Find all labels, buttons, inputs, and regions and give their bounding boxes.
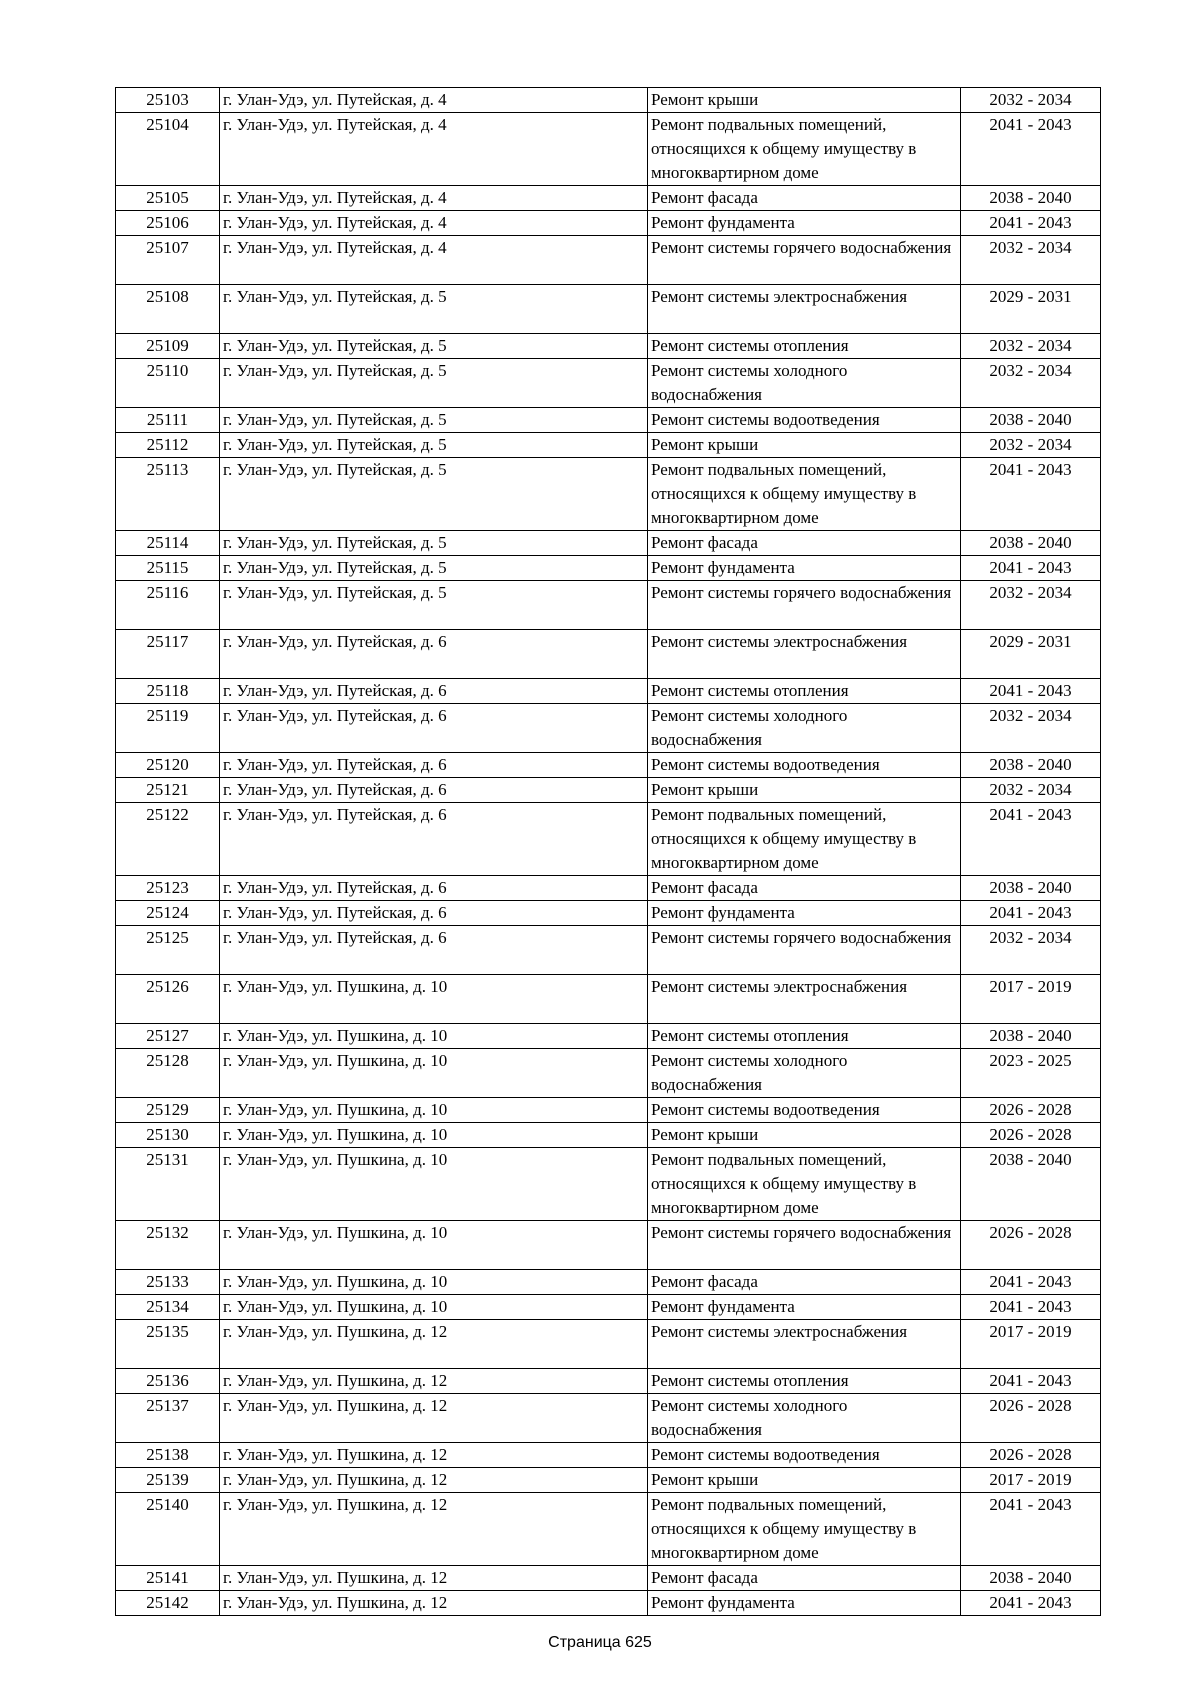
address-cell: г. Улан-Удэ, ул. Путейская, д. 5 xyxy=(220,581,648,630)
row-number-cell: 25105 xyxy=(116,186,220,211)
table-row xyxy=(116,1024,1101,1049)
table-row xyxy=(116,803,1101,876)
work-type-cell: Ремонт подвальных помещений, относящихся к общему имуществу в многоквартирном доме xyxy=(648,803,961,876)
address-cell: г. Улан-Удэ, ул. Путейская, д. 6 xyxy=(220,753,648,778)
period-cell: 2026 - 2028 xyxy=(961,1123,1101,1148)
period-cell: 2032 - 2034 xyxy=(961,359,1101,408)
table-row xyxy=(116,359,1101,408)
table-row xyxy=(116,1443,1101,1468)
row-number-cell: 25116 xyxy=(116,581,220,630)
work-type-cell: Ремонт системы отопления xyxy=(648,679,961,704)
period-cell: 2026 - 2028 xyxy=(961,1098,1101,1123)
table-row xyxy=(116,1049,1101,1098)
row-number-cell: 25103 xyxy=(116,88,220,113)
work-type-cell: Ремонт системы водоотведения xyxy=(648,1098,961,1123)
address-cell: г. Улан-Удэ, ул. Пушкина, д. 12 xyxy=(220,1493,648,1566)
table-row xyxy=(116,1098,1101,1123)
address-cell: г. Улан-Удэ, ул. Путейская, д. 6 xyxy=(220,901,648,926)
row-number-cell: 25118 xyxy=(116,679,220,704)
address-cell: г. Улан-Удэ, ул. Пушкина, д. 12 xyxy=(220,1394,648,1443)
address-cell: г. Улан-Удэ, ул. Путейская, д. 5 xyxy=(220,433,648,458)
table-row xyxy=(116,1221,1101,1270)
row-number-cell: 25119 xyxy=(116,704,220,753)
address-cell: г. Улан-Удэ, ул. Путейская, д. 4 xyxy=(220,186,648,211)
work-type-cell: Ремонт фасада xyxy=(648,186,961,211)
table-row xyxy=(116,975,1101,1024)
row-number-cell: 25104 xyxy=(116,113,220,186)
work-type-cell: Ремонт системы горячего водоснабжения xyxy=(648,236,961,285)
period-cell: 2041 - 2043 xyxy=(961,1493,1101,1566)
work-type-cell: Ремонт системы отопления xyxy=(648,334,961,359)
period-cell: 2023 - 2025 xyxy=(961,1049,1101,1098)
table-row xyxy=(116,679,1101,704)
period-cell: 2038 - 2040 xyxy=(961,753,1101,778)
row-number-cell: 25112 xyxy=(116,433,220,458)
row-number-cell: 25129 xyxy=(116,1098,220,1123)
table-row xyxy=(116,1270,1101,1295)
row-number-cell: 25107 xyxy=(116,236,220,285)
period-cell: 2032 - 2034 xyxy=(961,926,1101,975)
work-type-cell: Ремонт фасада xyxy=(648,1270,961,1295)
period-cell: 2041 - 2043 xyxy=(961,458,1101,531)
period-cell: 2041 - 2043 xyxy=(961,901,1101,926)
table-row xyxy=(116,630,1101,679)
address-cell: г. Улан-Удэ, ул. Пушкина, д. 10 xyxy=(220,1049,648,1098)
period-cell: 2026 - 2028 xyxy=(961,1443,1101,1468)
row-number-cell: 25126 xyxy=(116,975,220,1024)
period-cell: 2032 - 2034 xyxy=(961,778,1101,803)
address-cell: г. Улан-Удэ, ул. Пушкина, д. 10 xyxy=(220,1221,648,1270)
period-cell: 2026 - 2028 xyxy=(961,1221,1101,1270)
period-cell: 2041 - 2043 xyxy=(961,556,1101,581)
table-row xyxy=(116,556,1101,581)
row-number-cell: 25114 xyxy=(116,531,220,556)
table-row xyxy=(116,433,1101,458)
work-type-cell: Ремонт фундамента xyxy=(648,901,961,926)
work-type-cell: Ремонт системы холодного водоснабжения xyxy=(648,1394,961,1443)
table-row xyxy=(116,1591,1101,1616)
work-type-cell: Ремонт системы отопления xyxy=(648,1369,961,1394)
period-cell: 2032 - 2034 xyxy=(961,433,1101,458)
row-number-cell: 25124 xyxy=(116,901,220,926)
address-cell: г. Улан-Удэ, ул. Путейская, д. 6 xyxy=(220,778,648,803)
row-number-cell: 25134 xyxy=(116,1295,220,1320)
work-type-cell: Ремонт системы электроснабжения xyxy=(648,975,961,1024)
work-type-cell: Ремонт системы горячего водоснабжения xyxy=(648,581,961,630)
table-row xyxy=(116,926,1101,975)
period-cell: 2041 - 2043 xyxy=(961,1270,1101,1295)
row-number-cell: 25130 xyxy=(116,1123,220,1148)
row-number-cell: 25141 xyxy=(116,1566,220,1591)
address-cell: г. Улан-Удэ, ул. Путейская, д. 5 xyxy=(220,285,648,334)
work-type-cell: Ремонт крыши xyxy=(648,433,961,458)
table-row xyxy=(116,285,1101,334)
row-number-cell: 25140 xyxy=(116,1493,220,1566)
row-number-cell: 25109 xyxy=(116,334,220,359)
table-row xyxy=(116,1493,1101,1566)
work-type-cell: Ремонт системы водоотведения xyxy=(648,753,961,778)
table-row xyxy=(116,1369,1101,1394)
period-cell: 2038 - 2040 xyxy=(961,1148,1101,1221)
period-cell: 2041 - 2043 xyxy=(961,1369,1101,1394)
row-number-cell: 25138 xyxy=(116,1443,220,1468)
work-type-cell: Ремонт системы холодного водоснабжения xyxy=(648,359,961,408)
work-type-cell: Ремонт фасада xyxy=(648,876,961,901)
address-cell: г. Улан-Удэ, ул. Путейская, д. 4 xyxy=(220,236,648,285)
period-cell: 2038 - 2040 xyxy=(961,1024,1101,1049)
address-cell: г. Улан-Удэ, ул. Путейская, д. 5 xyxy=(220,359,648,408)
period-cell: 2032 - 2034 xyxy=(961,236,1101,285)
address-cell: г. Улан-Удэ, ул. Пушкина, д. 12 xyxy=(220,1468,648,1493)
work-type-cell: Ремонт системы горячего водоснабжения xyxy=(648,1221,961,1270)
address-cell: г. Улан-Удэ, ул. Пушкина, д. 10 xyxy=(220,1295,648,1320)
table-row xyxy=(116,236,1101,285)
period-cell: 2041 - 2043 xyxy=(961,211,1101,236)
table-row xyxy=(116,1566,1101,1591)
work-type-cell: Ремонт подвальных помещений, относящихся к общему имуществу в многоквартирном доме xyxy=(648,458,961,531)
address-cell: г. Улан-Удэ, ул. Путейская, д. 5 xyxy=(220,458,648,531)
row-number-cell: 25135 xyxy=(116,1320,220,1369)
row-number-cell: 25122 xyxy=(116,803,220,876)
work-type-cell: Ремонт системы электроснабжения xyxy=(648,1320,961,1369)
row-number-cell: 25113 xyxy=(116,458,220,531)
table-row xyxy=(116,1123,1101,1148)
work-type-cell: Ремонт крыши xyxy=(648,1123,961,1148)
work-type-cell: Ремонт системы холодного водоснабжения xyxy=(648,1049,961,1098)
work-type-cell: Ремонт системы водоотведения xyxy=(648,1443,961,1468)
table-row xyxy=(116,1295,1101,1320)
address-cell: г. Улан-Удэ, ул. Путейская, д. 6 xyxy=(220,876,648,901)
address-cell: г. Улан-Удэ, ул. Путейская, д. 5 xyxy=(220,334,648,359)
table-row xyxy=(116,1468,1101,1493)
work-type-cell: Ремонт фундамента xyxy=(648,556,961,581)
row-number-cell: 25111 xyxy=(116,408,220,433)
period-cell: 2026 - 2028 xyxy=(961,1394,1101,1443)
table-row xyxy=(116,458,1101,531)
row-number-cell: 25106 xyxy=(116,211,220,236)
period-cell: 2032 - 2034 xyxy=(961,581,1101,630)
row-number-cell: 25108 xyxy=(116,285,220,334)
address-cell: г. Улан-Удэ, ул. Пушкина, д. 12 xyxy=(220,1566,648,1591)
address-cell: г. Улан-Удэ, ул. Путейская, д. 4 xyxy=(220,88,648,113)
period-cell: 2038 - 2040 xyxy=(961,876,1101,901)
table-row xyxy=(116,186,1101,211)
address-cell: г. Улан-Удэ, ул. Путейская, д. 5 xyxy=(220,556,648,581)
period-cell: 2017 - 2019 xyxy=(961,1320,1101,1369)
table-row xyxy=(116,876,1101,901)
table-row xyxy=(116,408,1101,433)
row-number-cell: 25139 xyxy=(116,1468,220,1493)
table-body xyxy=(116,88,1101,1616)
table-row xyxy=(116,211,1101,236)
table-row xyxy=(116,581,1101,630)
work-type-cell: Ремонт системы электроснабжения xyxy=(648,630,961,679)
period-cell: 2029 - 2031 xyxy=(961,630,1101,679)
row-number-cell: 25123 xyxy=(116,876,220,901)
work-type-cell: Ремонт системы водоотведения xyxy=(648,408,961,433)
address-cell: г. Улан-Удэ, ул. Пушкина, д. 10 xyxy=(220,1270,648,1295)
address-cell: г. Улан-Удэ, ул. Пушкина, д. 12 xyxy=(220,1369,648,1394)
address-cell: г. Улан-Удэ, ул. Пушкина, д. 12 xyxy=(220,1591,648,1616)
row-number-cell: 25127 xyxy=(116,1024,220,1049)
work-type-cell: Ремонт системы электроснабжения xyxy=(648,285,961,334)
work-type-cell: Ремонт фасада xyxy=(648,1566,961,1591)
repair-schedule-table xyxy=(115,87,1101,1616)
period-cell: 2038 - 2040 xyxy=(961,186,1101,211)
period-cell: 2041 - 2043 xyxy=(961,1591,1101,1616)
table-row xyxy=(116,1394,1101,1443)
period-cell: 2038 - 2040 xyxy=(961,1566,1101,1591)
page-number: Страница 625 xyxy=(548,1634,652,1651)
row-number-cell: 25117 xyxy=(116,630,220,679)
table-row xyxy=(116,113,1101,186)
row-number-cell: 25142 xyxy=(116,1591,220,1616)
table-row xyxy=(116,1148,1101,1221)
row-number-cell: 25131 xyxy=(116,1148,220,1221)
row-number-cell: 25136 xyxy=(116,1369,220,1394)
row-number-cell: 25137 xyxy=(116,1394,220,1443)
table-row xyxy=(116,531,1101,556)
row-number-cell: 25115 xyxy=(116,556,220,581)
address-cell: г. Улан-Удэ, ул. Путейская, д. 4 xyxy=(220,211,648,236)
address-cell: г. Улан-Удэ, ул. Пушкина, д. 10 xyxy=(220,975,648,1024)
period-cell: 2032 - 2034 xyxy=(961,704,1101,753)
period-cell: 2041 - 2043 xyxy=(961,113,1101,186)
work-type-cell: Ремонт подвальных помещений, относящихся к общему имуществу в многоквартирном доме xyxy=(648,1493,961,1566)
row-number-cell: 25132 xyxy=(116,1221,220,1270)
table-row xyxy=(116,704,1101,753)
work-type-cell: Ремонт фундамента xyxy=(648,1295,961,1320)
table-row xyxy=(116,901,1101,926)
row-number-cell: 25121 xyxy=(116,778,220,803)
work-type-cell: Ремонт фундамента xyxy=(648,1591,961,1616)
address-cell: г. Улан-Удэ, ул. Путейская, д. 5 xyxy=(220,531,648,556)
row-number-cell: 25125 xyxy=(116,926,220,975)
address-cell: г. Улан-Удэ, ул. Пушкина, д. 10 xyxy=(220,1024,648,1049)
work-type-cell: Ремонт фасада xyxy=(648,531,961,556)
table-row xyxy=(116,334,1101,359)
work-type-cell: Ремонт крыши xyxy=(648,778,961,803)
work-type-cell: Ремонт фундамента xyxy=(648,211,961,236)
period-cell: 2041 - 2043 xyxy=(961,1295,1101,1320)
period-cell: 2017 - 2019 xyxy=(961,1468,1101,1493)
address-cell: г. Улан-Удэ, ул. Путейская, д. 6 xyxy=(220,630,648,679)
period-cell: 2041 - 2043 xyxy=(961,803,1101,876)
period-cell: 2032 - 2034 xyxy=(961,88,1101,113)
period-cell: 2038 - 2040 xyxy=(961,531,1101,556)
row-number-cell: 25128 xyxy=(116,1049,220,1098)
address-cell: г. Улан-Удэ, ул. Путейская, д. 6 xyxy=(220,803,648,876)
work-type-cell: Ремонт крыши xyxy=(648,1468,961,1493)
work-type-cell: Ремонт системы отопления xyxy=(648,1024,961,1049)
period-cell: 2041 - 2043 xyxy=(961,679,1101,704)
address-cell: г. Улан-Удэ, ул. Путейская, д. 4 xyxy=(220,113,648,186)
address-cell: г. Улан-Удэ, ул. Пушкина, д. 10 xyxy=(220,1148,648,1221)
address-cell: г. Улан-Удэ, ул. Пушкина, д. 10 xyxy=(220,1098,648,1123)
address-cell: г. Улан-Удэ, ул. Путейская, д. 5 xyxy=(220,408,648,433)
work-type-cell: Ремонт системы холодного водоснабжения xyxy=(648,704,961,753)
work-type-cell: Ремонт крыши xyxy=(648,88,961,113)
period-cell: 2038 - 2040 xyxy=(961,408,1101,433)
row-number-cell: 25133 xyxy=(116,1270,220,1295)
period-cell: 2029 - 2031 xyxy=(961,285,1101,334)
work-type-cell: Ремонт подвальных помещений, относящихся к общему имуществу в многоквартирном доме xyxy=(648,1148,961,1221)
address-cell: г. Улан-Удэ, ул. Пушкина, д. 12 xyxy=(220,1443,648,1468)
address-cell: г. Улан-Удэ, ул. Путейская, д. 6 xyxy=(220,679,648,704)
row-number-cell: 25120 xyxy=(116,753,220,778)
table-row xyxy=(116,778,1101,803)
address-cell: г. Улан-Удэ, ул. Пушкина, д. 12 xyxy=(220,1320,648,1369)
period-cell: 2032 - 2034 xyxy=(961,334,1101,359)
work-type-cell: Ремонт подвальных помещений, относящихся к общему имуществу в многоквартирном доме xyxy=(648,113,961,186)
period-cell: 2017 - 2019 xyxy=(961,975,1101,1024)
table-row xyxy=(116,88,1101,113)
address-cell: г. Улан-Удэ, ул. Пушкина, д. 10 xyxy=(220,1123,648,1148)
address-cell: г. Улан-Удэ, ул. Путейская, д. 6 xyxy=(220,926,648,975)
address-cell: г. Улан-Удэ, ул. Путейская, д. 6 xyxy=(220,704,648,753)
row-number-cell: 25110 xyxy=(116,359,220,408)
work-type-cell: Ремонт системы горячего водоснабжения xyxy=(648,926,961,975)
table-row xyxy=(116,753,1101,778)
table-row xyxy=(116,1320,1101,1369)
